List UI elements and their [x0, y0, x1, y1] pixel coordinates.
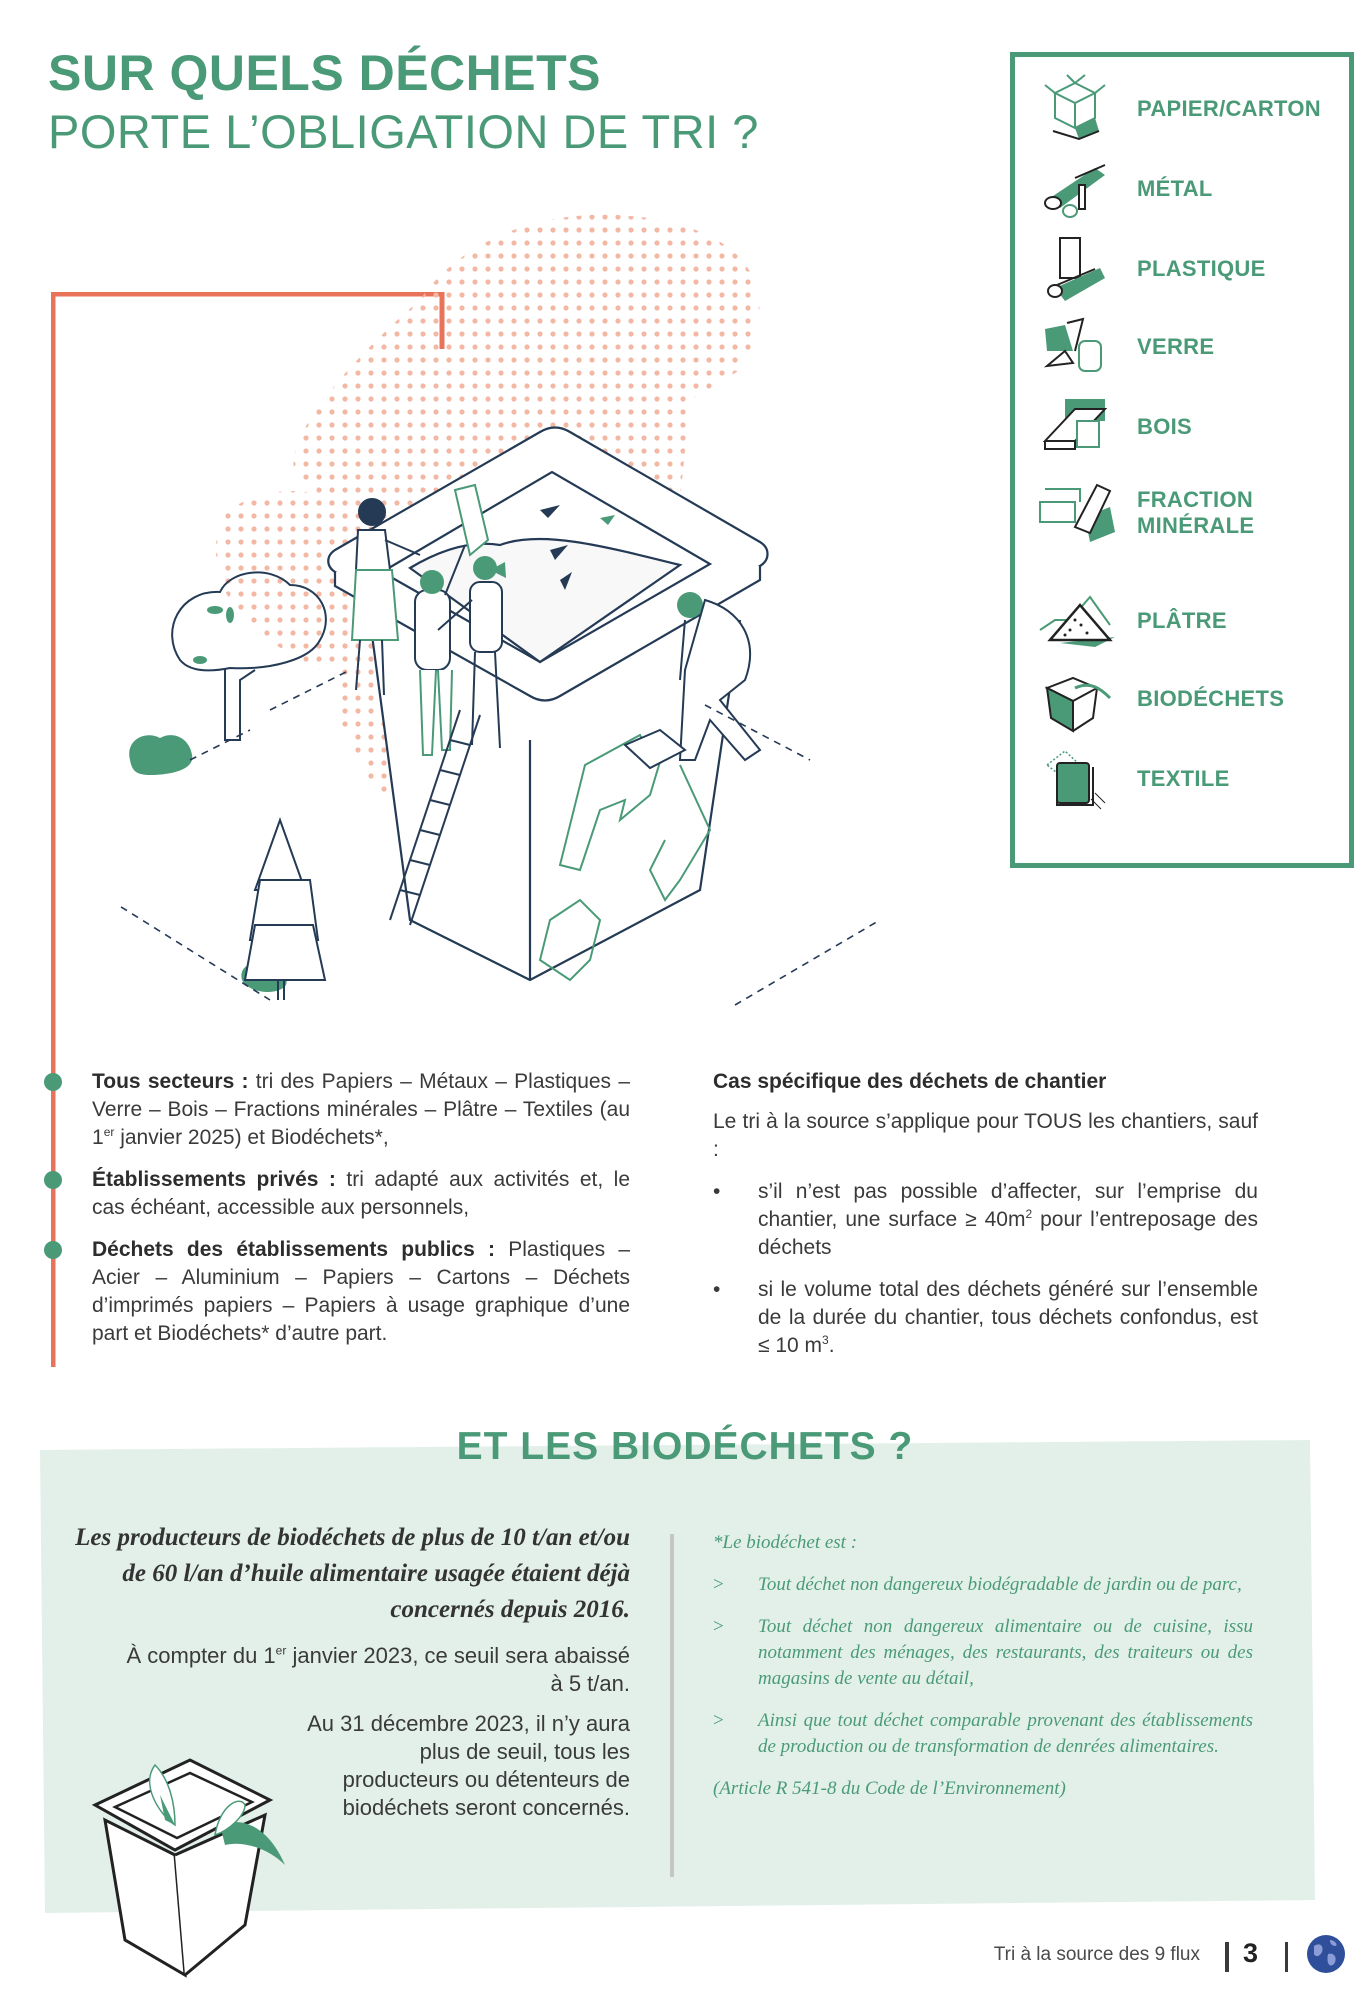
- no-threshold-text: Au 31 décembre 2023, il n’y aura plus de seuil, tous les producteurs ou détenteurs de biodéchets seront concernés.: [307, 1711, 630, 1820]
- legend-item-platre: [1035, 585, 1227, 657]
- sector-private: [92, 1166, 630, 1222]
- footer-title: Tri à la source des 9 flux: [993, 1944, 1200, 1965]
- chantier-exception-item: [713, 1276, 1258, 1360]
- compost-bin-icon: [1035, 663, 1121, 735]
- legend-label-line1: FRACTION: [1137, 487, 1254, 512]
- footer-divider: [1225, 1942, 1229, 1972]
- legend-item-papier-carton: [1035, 73, 1321, 145]
- timeline-dot: [44, 1241, 62, 1259]
- biodechets-lead: Les producteurs de biodéchets de plus de 10 t/an et/ou de 60 l/an d’huile alimentaire usagée étaient déjà concernés depuis 2016.: [75, 1524, 630, 1623]
- sector-label: Déchets des établissements publics :: [92, 1238, 495, 1261]
- legend-label-line2: MINÉRALE: [1137, 513, 1255, 538]
- definition-text: Tout déchet non dangereux biodégradable de jardin ou de parc,: [758, 1574, 1242, 1595]
- chevron-right-icon: >: [713, 1574, 724, 1595]
- page-footer: [0, 1936, 1370, 1976]
- bricks-icon: [1035, 477, 1121, 549]
- timeline-dot: [44, 1171, 62, 1189]
- biodechets-threshold-2023: [110, 1642, 630, 1698]
- tree-leaves: [193, 606, 234, 664]
- legend-label: BIODÉCHETS: [1137, 686, 1285, 711]
- exception-text: s’il n’est pas possible d’affecter, sur l’emprise du chantier, une surface ≥ 40m: [758, 1180, 1258, 1231]
- superscript: er: [275, 1643, 287, 1658]
- legal-citation: (Article R 541-8 du Code de l’Environnement): [713, 1778, 1066, 1799]
- plaster-pile-icon: [1035, 585, 1121, 657]
- chevron-right-icon: >: [713, 1710, 724, 1731]
- legend-item-textile: [1035, 743, 1230, 815]
- legend-item-verre: [1035, 311, 1214, 383]
- exception-text-end: pour l’entreposage des déchets: [758, 1208, 1258, 1259]
- chantier-heading: Cas spécifique des déchets de chantier: [713, 1070, 1107, 1093]
- textile-icon: [1035, 743, 1121, 815]
- legend-label: MÉTAL: [1137, 176, 1213, 201]
- chantier-exceptions: [713, 1178, 1258, 1360]
- legend-item-metal: [1035, 153, 1213, 225]
- sector-text: tri adapté aux activités et, le cas échéant, accessible aux personnels,: [92, 1168, 630, 1219]
- sector-all: [92, 1068, 630, 1152]
- chevron-right-icon: >: [713, 1616, 724, 1637]
- bush: [129, 735, 192, 775]
- legend-label: TEXTILE: [1137, 766, 1230, 791]
- globe-icon: [1306, 1934, 1346, 1974]
- biodechets-title: ET LES BIODÉCHETS ?: [456, 1425, 914, 1468]
- sector-label: Établissements privés :: [92, 1168, 336, 1191]
- legend-label: PLASTIQUE: [1137, 256, 1266, 281]
- legend-label-multiline: [1137, 487, 1254, 539]
- definition-intro: *Le biodéchet est :: [713, 1532, 858, 1553]
- footer-divider: [1285, 1942, 1288, 1972]
- sector-text: tri des Papiers – Métaux – Plastiques – Verre – Bois – Fractions minérales – Plâtre – Textiles (au 1: [92, 1070, 631, 1149]
- glass-jar-icon: [1035, 311, 1121, 383]
- definition-item: [713, 1708, 1253, 1760]
- sectors-list: [92, 1068, 630, 1362]
- chantier-exception-item: [713, 1178, 1258, 1262]
- legend-item-fraction-minerale: [1035, 477, 1254, 549]
- legend-label: VERRE: [1137, 334, 1215, 359]
- metal-pipes-icon: [1035, 153, 1121, 225]
- superscript: 3: [822, 1333, 829, 1347]
- bullet-icon: •: [713, 1180, 721, 1203]
- page-title-line2: PORTE L’OBLIGATION DE TRI ?: [48, 105, 759, 158]
- wood-pallet-icon: [1035, 391, 1121, 463]
- waste-bin-illustration: [120, 200, 1020, 1040]
- cardboard-box-icon: [1035, 73, 1121, 145]
- plastic-roll-icon: [1035, 233, 1121, 305]
- exception-text-end: .: [828, 1334, 835, 1357]
- waste-streams-legend: [1010, 52, 1354, 868]
- superscript: 2: [1025, 1207, 1033, 1221]
- page-title-line1: SUR QUELS DÉCHETS: [48, 45, 602, 101]
- legend-label: PLÂTRE: [1137, 608, 1227, 633]
- timeline-dot: [44, 1073, 62, 1091]
- bullet-icon: •: [713, 1278, 721, 1301]
- definition-text: Tout déchet non dangereux alimentaire ou de cuisine, issu notamment des ménages, des restaurants, des traiteurs ou des magasins de vente au détail,: [758, 1616, 1253, 1689]
- superscript: er: [103, 1125, 115, 1139]
- legend-item-biodechets: [1035, 663, 1284, 735]
- column-separator: [670, 1534, 674, 1877]
- threshold-text: À compter du 1: [126, 1643, 276, 1668]
- sector-text: Plastiques – Acier – Aluminium – Papiers – Cartons – Déchets d’imprimés papiers – Papiers à usage graphique d’une part et Biodéchets* d’autre part.: [92, 1238, 630, 1345]
- fir-tree: [245, 820, 325, 1000]
- sector-text-end: janvier 2025) et Biodéchets*,: [114, 1126, 389, 1149]
- biodechets-left-column: [70, 1520, 630, 1834]
- definition-item: [713, 1614, 1253, 1692]
- chantier-section: [713, 1068, 1258, 1374]
- legend-item-plastique: [1035, 233, 1266, 305]
- biodechets-no-threshold: [300, 1710, 630, 1822]
- legend-label: PAPIER/CARTON: [1137, 96, 1321, 121]
- sector-public: [92, 1236, 630, 1348]
- sector-label: Tous secteurs :: [92, 1070, 249, 1093]
- legend-label: BOIS: [1137, 414, 1192, 439]
- page-number: 3: [1243, 1938, 1259, 1968]
- legend-item-bois: [1035, 391, 1192, 463]
- definition-text: Ainsi que tout déchet comparable provenant des établissements de production ou de transformation de denrées alimentaires.: [758, 1710, 1253, 1757]
- biodechet-definition: [713, 1530, 1253, 1818]
- definition-item: [713, 1572, 1253, 1598]
- chantier-intro: Le tri à la source s’applique pour TOUS les chantiers, sauf :: [713, 1110, 1258, 1161]
- threshold-text-end: janvier 2023, ce seuil sera abaissé à 5 t/an.: [286, 1643, 630, 1696]
- exception-text: si le volume total des déchets généré sur l’ensemble de la durée du chantier, tous déchets confondus, est ≤ 10 m: [758, 1278, 1258, 1357]
